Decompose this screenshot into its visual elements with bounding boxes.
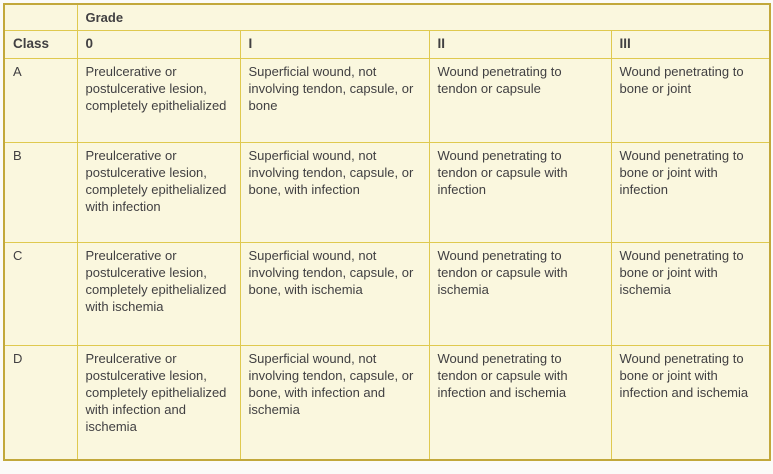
cell-a-grade-2: Wound penetrating to tendon or capsule [429, 59, 611, 143]
cell-a-grade-0: Preulcerative or postulcerative lesion, completely epithelialized [77, 59, 240, 143]
grade-0-header: 0 [77, 31, 240, 59]
cell-a-grade-1: Superficial wound, not involving tendon, capsule, or bone [240, 59, 429, 143]
grade-header: Grade [77, 4, 770, 31]
grade-2-header: II [429, 31, 611, 59]
class-b-label: B [4, 143, 77, 243]
column-header-row [4, 31, 770, 59]
cell-b-grade-0: Preulcerative or postulcerative lesion, completely epithelialized with infection [77, 143, 240, 243]
grade-3-header: III [611, 31, 770, 59]
class-a-label: A [4, 59, 77, 143]
grade-1-header: I [240, 31, 429, 59]
grade-spanner-row [4, 4, 770, 31]
table-row-class-a [4, 59, 770, 143]
cell-c-grade-3: Wound penetrating to bone or joint with ischemia [611, 243, 770, 346]
cell-b-grade-2: Wound penetrating to tendon or capsule with infection [429, 143, 611, 243]
cell-d-grade-2: Wound penetrating to tendon or capsule with infection and ischemia [429, 346, 611, 460]
corner-cell [4, 4, 77, 31]
cell-d-grade-3: Wound penetrating to bone or joint with infection and ischemia [611, 346, 770, 460]
class-header: Class [4, 31, 77, 59]
cell-b-grade-3: Wound penetrating to bone or joint with infection [611, 143, 770, 243]
wound-classification-table [3, 3, 771, 461]
class-c-label: C [4, 243, 77, 346]
cell-b-grade-1: Superficial wound, not involving tendon, capsule, or bone, with infection [240, 143, 429, 243]
cell-a-grade-3: Wound penetrating to bone or joint [611, 59, 770, 143]
table-row-class-d [4, 346, 770, 460]
class-d-label: D [4, 346, 77, 460]
cell-c-grade-2: Wound penetrating to tendon or capsule with ischemia [429, 243, 611, 346]
table-row-class-c [4, 243, 770, 346]
cell-d-grade-0: Preulcerative or postulcerative lesion, completely epithelialized with infection and ischemia [77, 346, 240, 460]
cell-d-grade-1: Superficial wound, not involving tendon, capsule, or bone, with infection and ischemia [240, 346, 429, 460]
cell-c-grade-1: Superficial wound, not involving tendon, capsule, or bone, with ischemia [240, 243, 429, 346]
cell-c-grade-0: Preulcerative or postulcerative lesion, completely epithelialized with ischemia [77, 243, 240, 346]
table-row-class-b [4, 143, 770, 243]
